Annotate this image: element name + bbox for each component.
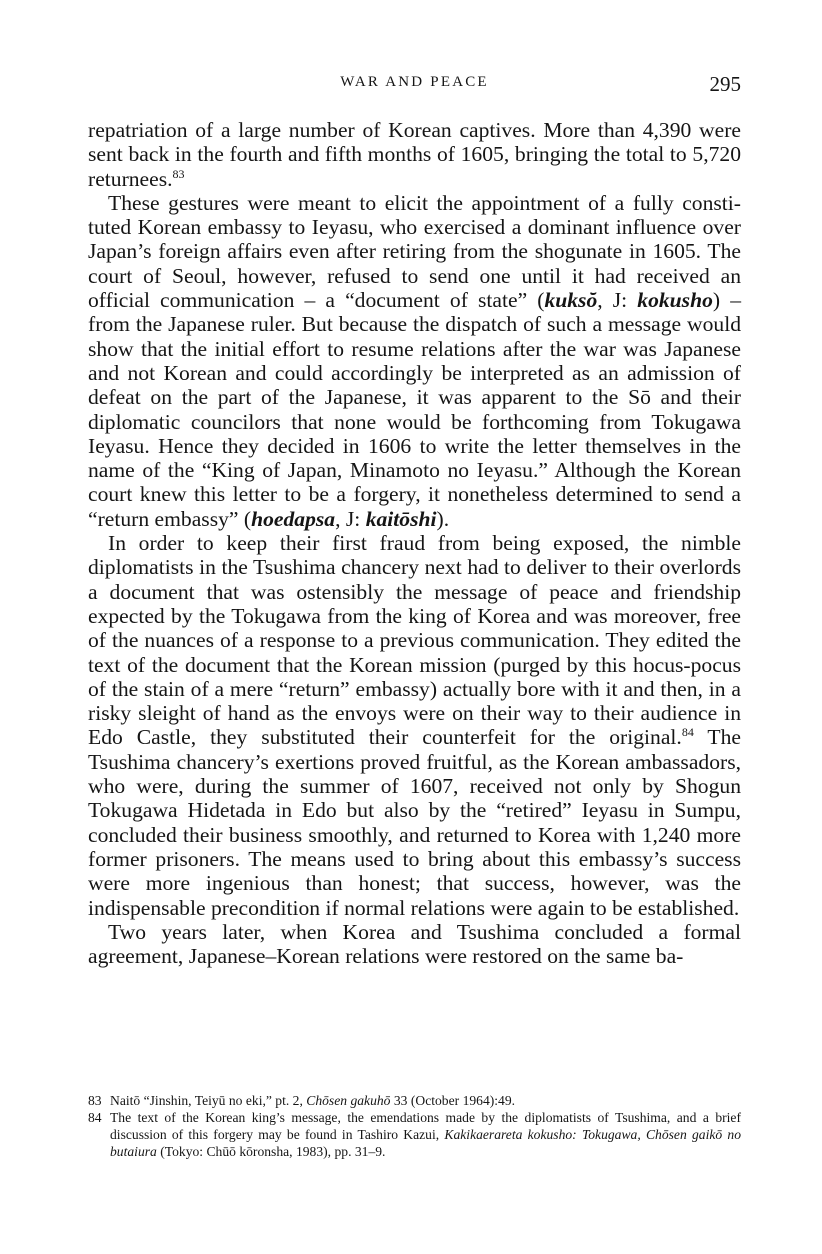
paragraph-text: The Tsushima chancery’s exertions proved fruitful, as the Korean ambassadors, who were, during the summer of 1607, received not only by Shogun Tokugawa Hidetada in Edo but also by the “retired” Ieyasu in Sumpu, concluded their business smoothly, and returned to Korea with 1,240 more former prisoners. The means used to bring about this embassy’s success were more ingenious than honest; that success, however, was the indispensable precondition if normal relations were again to be established.	[88, 725, 741, 920]
running-head: WAR AND PEACE	[340, 74, 489, 90]
term-hoedapsa: hoedapsa	[251, 506, 336, 531]
footnote-number: 84	[88, 1110, 102, 1125]
page-number: 295	[709, 72, 741, 96]
footnote-84	[88, 1109, 741, 1160]
paragraph-2	[88, 191, 741, 531]
paragraph-3	[88, 531, 741, 920]
footnote-text: The text of the Korean king’s message, the emendations made by the diplomatists of Tsushima, and a brief discussion of this forgery may be found in Tashiro Kazui,	[110, 1110, 741, 1142]
body-text	[88, 118, 741, 968]
footnote-ref-83: 83	[172, 166, 185, 181]
footnote-text: (Tokyo: Chūō kōronsha, 1983), pp. 31–9.	[156, 1144, 386, 1159]
paragraph-text: ) – from the Japanese ruler. But because the dispatch of such a message would show that the initial effort to resume relations after the war was Japanese and not Korean and could accordingly be interpreted as an admission of defeat on the part of the Japanese, it was apparent to the Sō and their diplomatic councilors that none would be forthcoming from Tokugawa Ieyasu. Hence they decided in 1606 to write the letter themselves in the name of the “King of Japan, Minamoto no Ieyasu.” Although the Korean court knew this letter to be a forgery, it nonetheless determined to send a “return embassy” (	[88, 288, 741, 531]
footnote-83	[88, 1092, 741, 1109]
paragraph-text: , J:	[335, 506, 366, 531]
paragraph-text: Two years later, when Korea and Tsushima concluded a formal agreement, Japanese–Korean relations were restored on the same ba-	[88, 919, 741, 969]
footnote-italic-title: Kakikaerareta kokusho: Tokugawa, Chōsen gaikō no butaiura	[110, 1127, 742, 1159]
paragraph-text: These gestures were meant to elicit the appointment of a fully constituted Korean embassy to Ieyasu, who exercised a dominant influence over Japan’s foreign affairs even after retiring from the shogunate in 1605. The court of Seoul, however, refused to send one until it had received an official communication – a “document of state” (	[88, 190, 741, 313]
paragraph-text: , J:	[597, 288, 638, 313]
footnotes	[88, 1092, 741, 1160]
paragraph-text: ).	[436, 506, 450, 531]
footnote-number: 83	[88, 1093, 102, 1108]
term-kokusho: kokusho	[637, 288, 713, 313]
footnote-ref-84: 84	[681, 725, 694, 740]
term-kaitoshi: kaitōshi	[365, 506, 437, 531]
footnote-text: 33 (October 1964):49.	[390, 1093, 516, 1108]
page-header	[88, 72, 741, 102]
paragraph-4	[88, 920, 741, 969]
footnote-text: Naitō “Jinshin, Teiyū no eki,” pt. 2,	[110, 1093, 307, 1108]
paragraph-1	[88, 118, 741, 191]
paragraph-text: In order to keep their first fraud from being exposed, the nimble diplomatists in the Tsushima chancery next had to deliver to their overlords a document that was ostensibly the message of peace and friendship expected by the Tokugawa from the king of Korea and was moreover, free of the nuances of a response to a previous communication. They edited the text of the document that the Korean mission (purged by this hocus-pocus of the stain of a mere “return” embassy) actually bore with it and then, in a risky sleight of hand as the envoys were on their way to their audience in Edo Castle, they substituted their counterfeit for the original.	[88, 531, 741, 750]
term-kukso: kuksŏ	[544, 288, 598, 313]
footnote-italic-title: Chōsen gakuhō	[306, 1093, 391, 1108]
paragraph-text: repatriation of a large number of Korean captives. More than 4,390 were sent back in the fourth and fifth months of 1605, bringing the total to 5,720 returnees.	[88, 118, 741, 191]
